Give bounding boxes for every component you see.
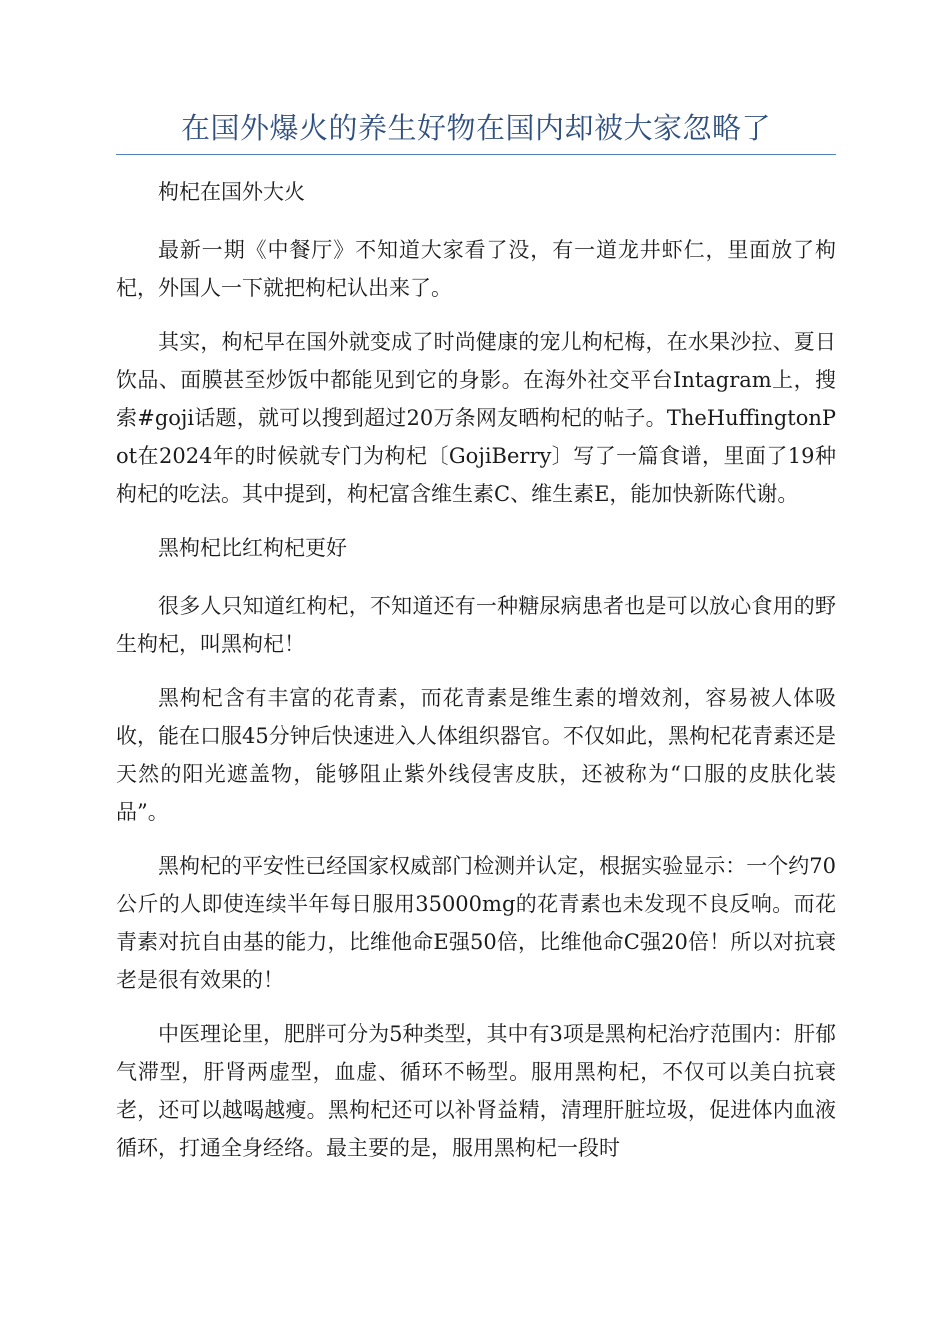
document-body — [116, 173, 836, 1167]
document-page — [116, 108, 836, 1183]
document-title: 在国外爆火的养生好物在国内却被大家忽略了 — [116, 108, 836, 155]
section-heading-goji-abroad: 枸杞在国外大火 — [158, 180, 305, 204]
paragraph: 其实，枸杞早在国外就变成了时尚健康的宠儿枸杞梅，在水果沙拉、夏日饮品、面膜甚至炒饭中都能见到它的身影。在海外社交平台Intagram上，搜索#goji话题，就可以搜到超过20万条网友晒枸杞的帖子。TheHuffingtonPot在2024年的时候就专门为枸杞〔GojiBerry〕写了一篇食谱，里面了19种枸杞的吃法。其中提到，枸杞富含维生素C、维生素E，能加快新陈代谢。 — [116, 330, 836, 506]
paragraph: 黑枸杞含有丰富的花青素，而花青素是维生素的增效剂，容易被人体吸收，能在口服45分钟后快速进入人体组织器官。不仅如此，黑枸杞花青素还是天然的阳光遮盖物，能够阻止紫外线侵害皮肤，还被称为“口服的皮肤化装品”。 — [116, 686, 836, 824]
paragraph: 最新一期《中餐厅》不知道大家看了没，有一道龙井虾仁，里面放了枸杞，外国人一下就把枸杞认出来了。 — [116, 238, 836, 300]
paragraph: 很多人只知道红枸杞，不知道还有一种糖尿病患者也是可以放心食用的野生枸杞，叫黑枸杞！ — [116, 594, 836, 656]
section-heading-black-goji: 黑枸杞比红枸杞更好 — [158, 536, 347, 560]
paragraph: 黑枸杞的平安性已经国家权威部门检测并认定，根据实验显示：一个约70公斤的人即使连续半年每日服用35000mg的花青素也未发现不良反响。而花青素对抗自由基的能力，比维他命E强50倍，比维他命C强20倍！所以对抗衰老是很有效果的！ — [116, 854, 836, 992]
paragraph: 中医理论里，肥胖可分为5种类型，其中有3项是黑枸杞治疗范围内：肝郁气滞型，肝肾两虚型，血虚、循环不畅型。服用黑枸杞，不仅可以美白抗衰老，还可以越喝越瘦。黑枸杞还可以补肾益精，清理肝脏垃圾，促进体内血液循环，打通全身经络。最主要的是，服用黑枸杞一段时 — [116, 1022, 836, 1160]
